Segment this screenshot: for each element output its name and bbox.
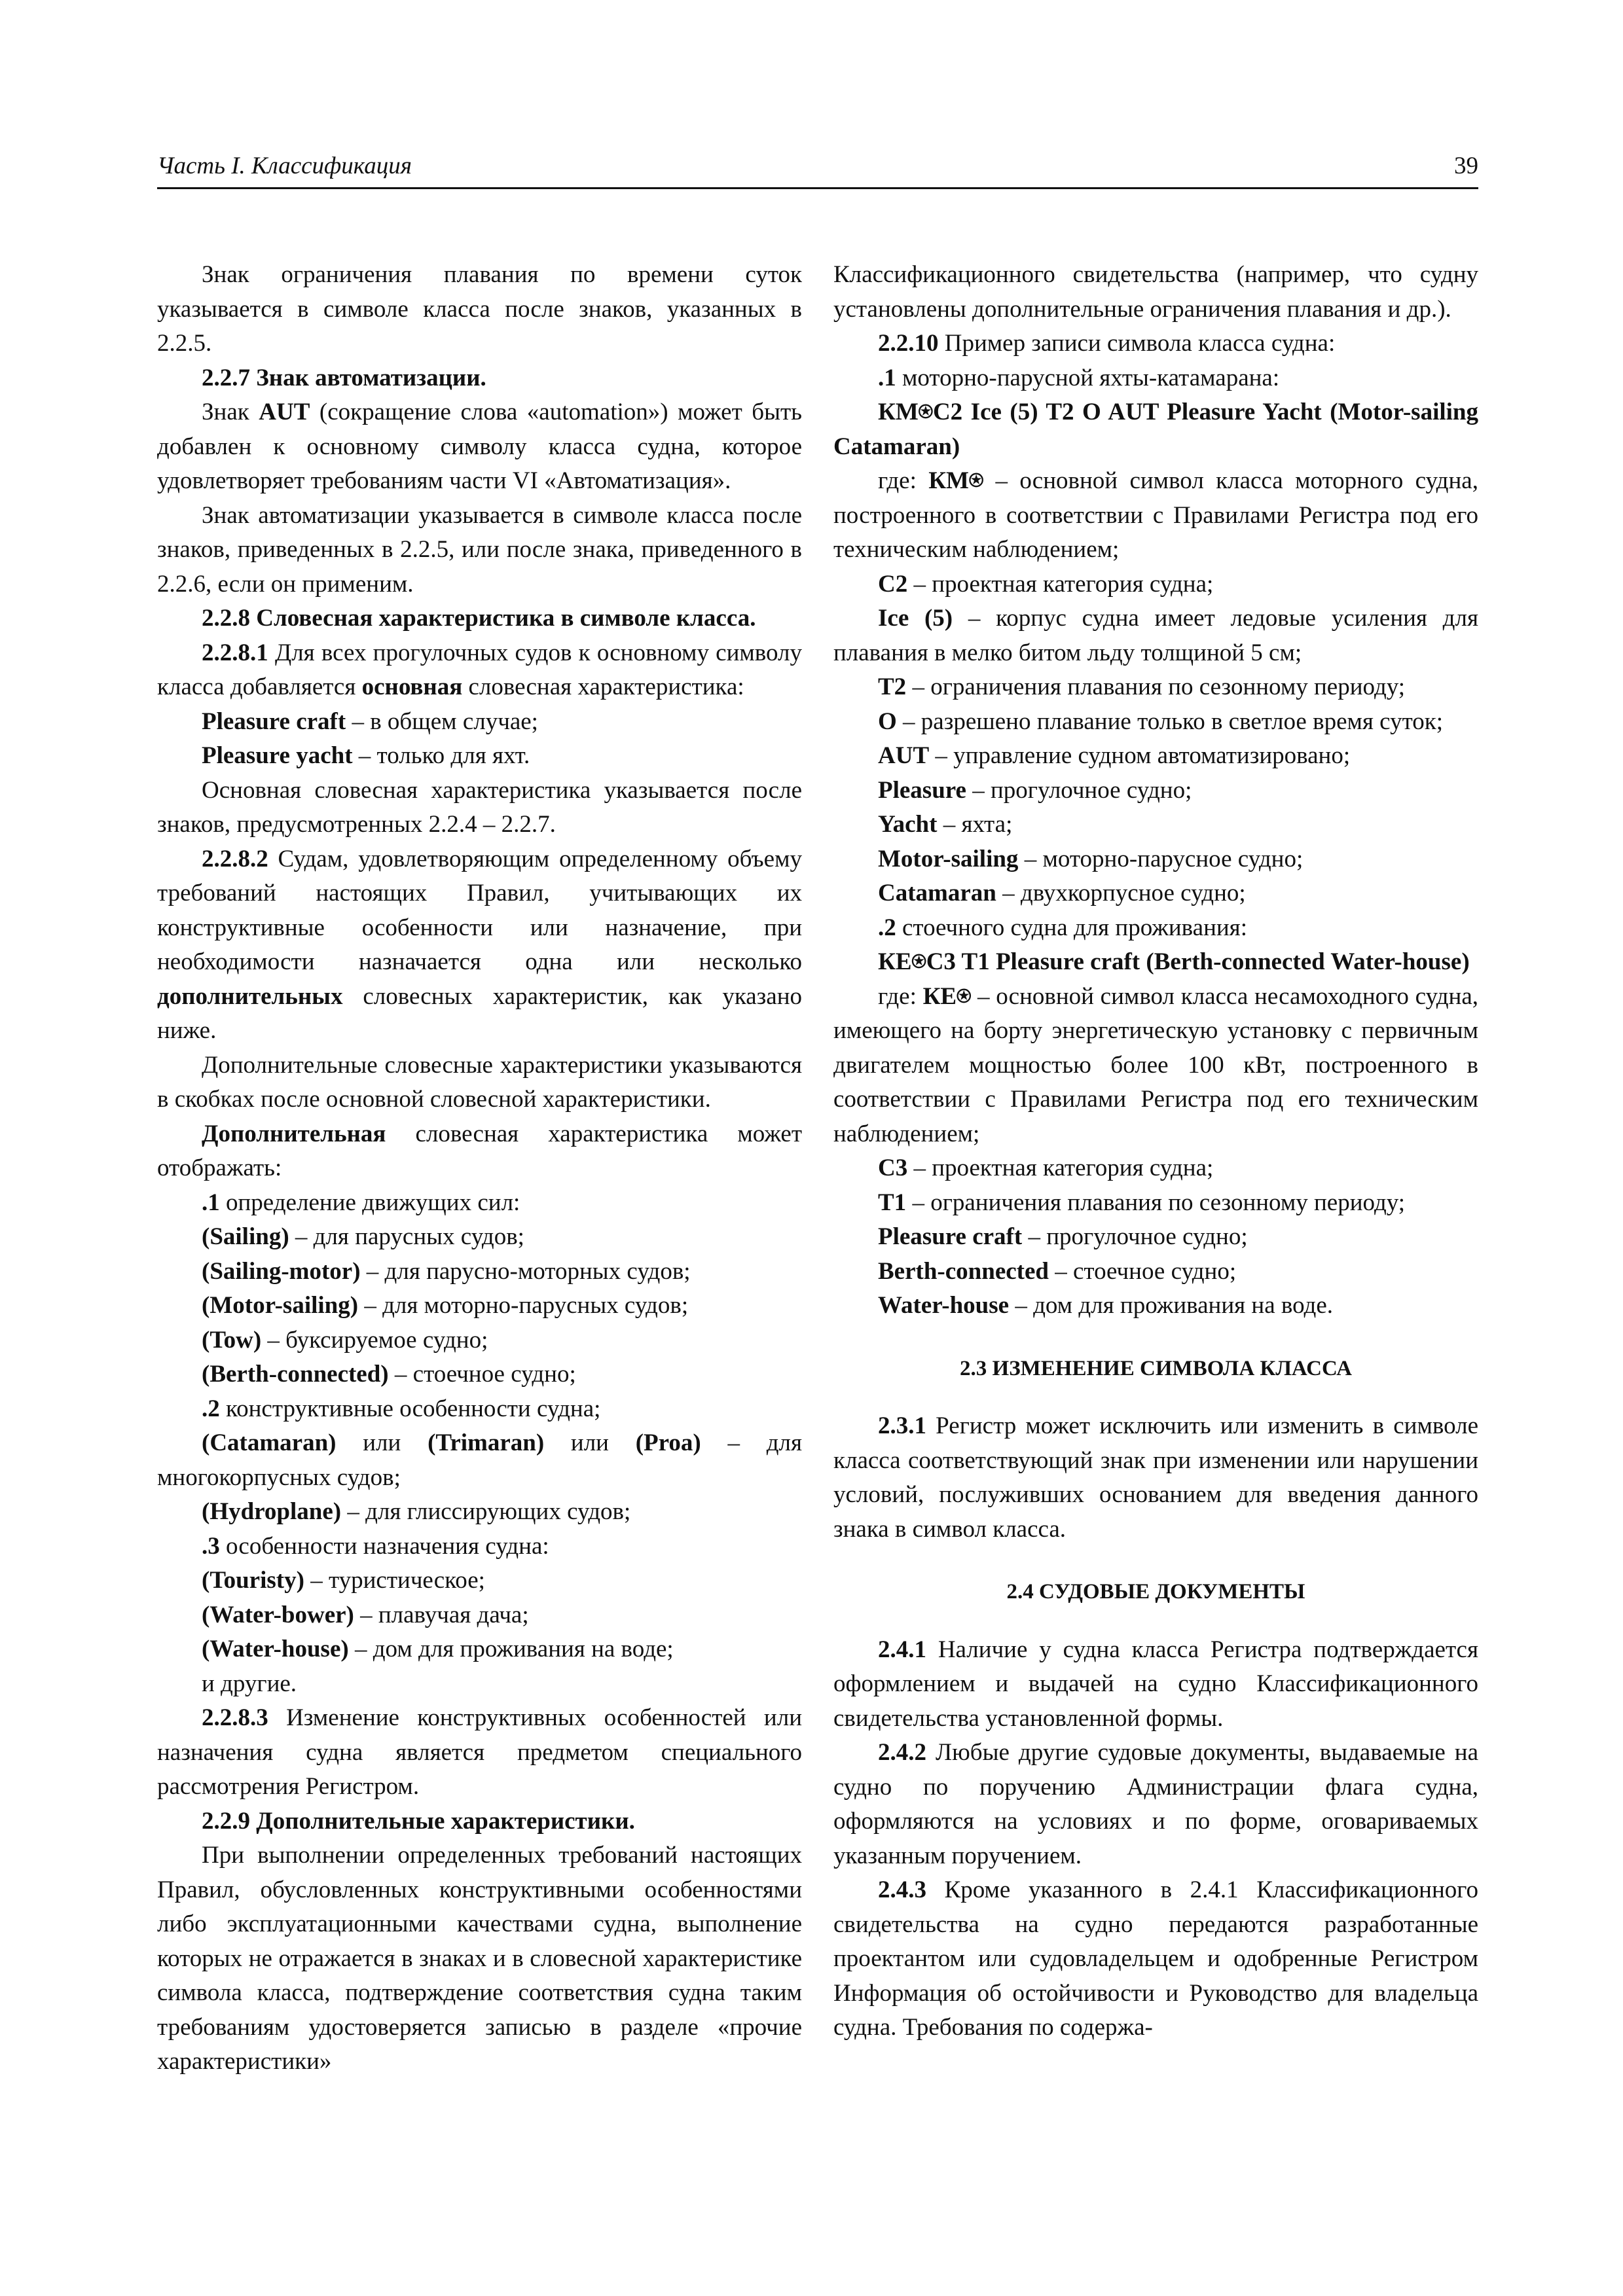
clause-number: 2.4.3: [878, 1876, 926, 1903]
text: – управление судном автоматизировано;: [929, 742, 1351, 769]
section-heading-2-4: 2.4 СУДОВЫЕ ДОКУМЕНТЫ: [1006, 1580, 1305, 1604]
bold-term: O: [878, 708, 897, 735]
text: – двухкорпусное судно;: [996, 880, 1246, 906]
text: моторно-парусной яхты-катамарана:: [896, 364, 1280, 391]
paragraph: [833, 980, 1478, 1152]
paragraph: [833, 1633, 1478, 1736]
clause-number: 2.2.10: [878, 330, 939, 357]
bold-term: (Water-bower): [202, 1601, 354, 1628]
paragraph: [157, 636, 802, 705]
text: – дом для проживания на воде;: [348, 1636, 674, 1662]
list-item: [833, 670, 1478, 705]
paragraph: [833, 327, 1478, 361]
left-column: [157, 258, 802, 2079]
clause-number: 2.4.2: [878, 1739, 926, 1766]
text: определение движущих сил:: [219, 1189, 520, 1216]
list-number: .1: [202, 1189, 220, 1216]
bold-term: (Water-house): [202, 1636, 349, 1662]
text: – основной символ класса моторного судна, построенного в соответствии с Правилами Регистра под его техническим наблюдением;: [833, 467, 1478, 563]
list-item: [833, 876, 1478, 911]
list-number: .3: [202, 1532, 220, 1560]
text: Судам, удовлетворяющим определенному объему требований настоящих Правил, учитывающих их конструктивные особенности или назначение, при необходимости назначается одна или несколько: [157, 845, 802, 975]
text: – прогулочное судно;: [1022, 1223, 1248, 1250]
list-item: [157, 1495, 802, 1530]
clause-number: 2.3.1: [878, 1412, 926, 1439]
list-item: [157, 1426, 802, 1495]
text: – для многокорпусных судов;: [157, 1429, 802, 1491]
bold-term: (Hydroplane): [202, 1498, 342, 1525]
text: Наличие у судна класса Регистра подтверждается оформлением и выдачей на судно Классификационного свидетельства установленной формы.: [833, 1636, 1478, 1732]
text: или: [544, 1429, 636, 1456]
text: Регистр может исключить или изменить в символе класса соответствующий знак при изменении или нарушении условий, послуживших основанием для введения данного знака в символ класса.: [833, 1412, 1478, 1543]
paragraph: Дополнительные словесные характеристики указываются в скобках после основной словесной характеристики.: [157, 1051, 802, 1113]
text: особенности назначения судна:: [219, 1532, 549, 1560]
page-header: [157, 152, 1478, 191]
bold-term: C2: [878, 570, 908, 598]
list-item: [833, 361, 1478, 396]
bold-term: (Tow): [202, 1326, 262, 1354]
paragraph: [833, 464, 1478, 567]
list-item: [833, 842, 1478, 877]
text: Пример записи символа класса судна:: [938, 330, 1336, 357]
list-item: [833, 808, 1478, 842]
text: – стоечное судно;: [1049, 1257, 1237, 1285]
paragraph: Знак ограничения плавания по времени суток указывается в символе класса после знаков, указанных в 2.2.5.: [157, 261, 802, 357]
text: – только для яхт.: [352, 742, 530, 769]
text: Любые другие судовые документы, выдаваемые на судно по поручению Администрации флага судна, оформляются на условиях и по форме, оговариваемых указанным поручением.: [833, 1739, 1478, 1869]
section-heading-2-2-9: 2.2.9 Дополнительные характеристики.: [202, 1807, 635, 1835]
bold-term: T1: [878, 1189, 907, 1216]
bold-term: (Sailing): [202, 1223, 289, 1250]
text: – плавучая дача;: [354, 1601, 529, 1628]
bold-term: Berth-connected: [878, 1257, 1049, 1285]
list-item: [157, 1530, 802, 1564]
list-item: [833, 1255, 1478, 1289]
list-item: [833, 705, 1478, 740]
text: – в общем случае;: [346, 708, 538, 735]
text: Кроме указанного в 2.4.1 Классификационного свидетельства на судно передаются разработанные проектантом или судовладельцем и одобренные Регистром Информация об остойчивости и Руководство для владельца судна. Требования по содержа-: [833, 1876, 1478, 2041]
list-item: [833, 567, 1478, 602]
text: – разрешено плавание только в светлое время суток;: [896, 708, 1444, 735]
bold-term: Motor-sailing: [878, 845, 1019, 872]
bold-term: (Berth-connected): [202, 1361, 389, 1388]
right-column: [833, 258, 1478, 2045]
list-item: [157, 1632, 802, 1667]
text: – проектная категория судна;: [907, 570, 1214, 598]
text: (сокращение слова «automation») может быть добавлен к основному символу класса судна, которое удовлетворяет требованиям части VI «Автоматизация».: [157, 399, 802, 494]
list-item: [833, 1151, 1478, 1186]
bold-term: (Sailing-motor): [202, 1257, 361, 1285]
paragraph: [157, 395, 802, 499]
paragraph: Знак автоматизации указывается в символе класса после знаков, приведенных в 2.2.5, или после знака, приведенного в 2.2.6, если он применим.: [157, 501, 802, 598]
text: или: [336, 1429, 428, 1456]
list-item: [833, 1289, 1478, 1323]
bold-term: Pleasure craft: [202, 708, 346, 735]
bold-term: Catamaran: [878, 880, 996, 906]
paragraph: Основная словесная характеристика указывается после знаков, предусмотренных 2.2.4 – 2.2.7.: [157, 776, 802, 838]
paragraph: Классификационного свидетельства (например, что судну установлены дополнительные ограничения плавания и др.).: [833, 261, 1478, 323]
bold-term: T2: [878, 673, 907, 700]
bold-term: Pleasure yacht: [202, 742, 353, 769]
section-heading-2-3: 2.3 ИЗМЕНЕНИЕ СИМВОЛА КЛАССА: [960, 1356, 1352, 1380]
clause-number: 2.2.8.2: [202, 845, 268, 872]
list-number: .2: [202, 1395, 220, 1422]
text: – для моторно-парусных судов;: [358, 1292, 689, 1319]
list-item: [157, 1289, 802, 1323]
text: словесная характеристика:: [462, 673, 744, 700]
bold-term: Дополнительная: [202, 1120, 386, 1147]
page-number: 39: [1454, 152, 1478, 179]
bold-term: (Catamaran): [202, 1429, 337, 1456]
paragraph: [833, 1409, 1478, 1547]
list-item: [833, 1186, 1478, 1221]
list-item: [157, 705, 802, 740]
running-header-title: Часть I. Классификация: [157, 152, 412, 179]
section-heading-2-2-8: 2.2.8 Словесная характеристика в символе класса.: [202, 605, 756, 632]
text: Знак: [202, 399, 259, 425]
paragraph: [833, 1736, 1478, 1873]
text: – туристическое;: [304, 1567, 485, 1594]
bold-term: C3: [878, 1155, 908, 1181]
text: – стоечное судно;: [388, 1361, 576, 1388]
list-item: [157, 1220, 802, 1255]
bold-term: (Trimaran): [428, 1429, 545, 1456]
bold-term: Water-house: [878, 1292, 1010, 1319]
text: – ограничения плавания по сезонному периоду;: [906, 673, 1406, 700]
bold-term: Ice (5): [878, 605, 953, 632]
clause-number: 2.2.8.3: [202, 1704, 268, 1731]
bold-term: AUT: [878, 742, 930, 769]
list-item: [157, 1186, 802, 1221]
paragraph: [157, 842, 802, 1049]
text: стоечного судна для проживания:: [896, 914, 1247, 941]
bold-term: (Motor-sailing): [202, 1292, 359, 1319]
text: Изменение конструктивных особенностей или назначения судна является предметом специального рассмотрения Регистром.: [157, 1704, 802, 1800]
text: конструктивные особенности судна;: [219, 1395, 601, 1422]
text: словесных характеристик, как указано ниже.: [157, 982, 802, 1044]
list-item: [833, 1220, 1478, 1255]
list-item: [157, 739, 802, 774]
text: Для всех прогулочных судов к основному символу класса добавляется: [157, 639, 802, 700]
list-item: [157, 1323, 802, 1358]
paragraph: При выполнении определенных требований настоящих Правил, обусловленных конструктивными особенностями либо эксплуатационными качествами судна, выполнение которых не отражается в знаках и в словесной характеристике символа класса, подтверждение соответствия судна таким требованиям удостоверяется записью в разделе «прочие характеристики»: [157, 1842, 802, 2075]
text: – моторно-парусное судно;: [1018, 845, 1304, 872]
header-rule: [157, 187, 1478, 189]
list-number: .1: [878, 364, 896, 391]
list-item: и другие.: [202, 1670, 297, 1697]
text: – основной символ класса несамоходного судна, имеющего на борту энергетическую установку с первичным двигателем мощностью более 100 кВт, построенного в соответствии с Правилами Регистра под его техническим наблюдением;: [833, 982, 1478, 1147]
clause-number: 2.2.8.1: [202, 639, 268, 666]
bold-term: Pleasure: [878, 776, 966, 804]
bold-term: (Proa): [635, 1429, 701, 1456]
section-heading-2-2-7: 2.2.7 Знак автоматизации.: [202, 364, 486, 391]
clause-number: 2.4.1: [878, 1636, 926, 1663]
list-item: [833, 601, 1478, 670]
paragraph: [157, 1117, 802, 1186]
text: – ограничения плавания по сезонному периоду;: [906, 1189, 1406, 1216]
list-item: [833, 739, 1478, 774]
class-symbol: КЕ⍟: [922, 982, 972, 1010]
list-item: [157, 1255, 802, 1289]
text: – для парусных судов;: [289, 1223, 524, 1250]
text: – для парусно-моторных судов;: [360, 1257, 691, 1285]
list-item: [833, 911, 1478, 946]
bold-term: основная: [361, 673, 463, 700]
class-notation-example-1: КМ⍟C2 Ice (5) T2 O AUT Pleasure Yacht (Motor-sailing Catamaran): [833, 399, 1478, 460]
paragraph: [157, 1701, 802, 1804]
list-item: [157, 1598, 802, 1633]
bold-term: Pleasure craft: [878, 1223, 1023, 1250]
paragraph: [833, 1873, 1478, 2045]
bold-term: Yacht: [878, 811, 938, 838]
list-item: [157, 1392, 802, 1427]
list-number: .2: [878, 914, 896, 941]
list-item: [157, 1357, 802, 1392]
text: – буксируемое судно;: [261, 1326, 488, 1354]
text: где:: [878, 982, 923, 1010]
text: – яхта;: [937, 811, 1013, 838]
class-symbol: КМ⍟: [928, 467, 984, 494]
text: – дом для проживания на воде.: [1009, 1292, 1334, 1319]
bold-term: (Touristy): [202, 1567, 304, 1594]
text: – корпус судна имеет ледовые усиления для плавания в мелко битом льду толщиной 5 см;: [833, 605, 1478, 666]
text: где:: [878, 467, 929, 494]
bold-term: дополнительных: [157, 982, 343, 1010]
text: словесная характеристика может отображать:: [157, 1120, 802, 1181]
list-item: [833, 774, 1478, 808]
list-item: [157, 1564, 802, 1598]
text: – прогулочное судно;: [966, 776, 1192, 804]
text: – для глиссирующих судов;: [341, 1498, 631, 1525]
class-notation-example-2: КЕ⍟C3 T1 Pleasure craft (Berth-connected Water-house): [878, 948, 1470, 975]
bold-term: AUT: [259, 399, 310, 425]
text: – проектная категория судна;: [907, 1155, 1214, 1181]
